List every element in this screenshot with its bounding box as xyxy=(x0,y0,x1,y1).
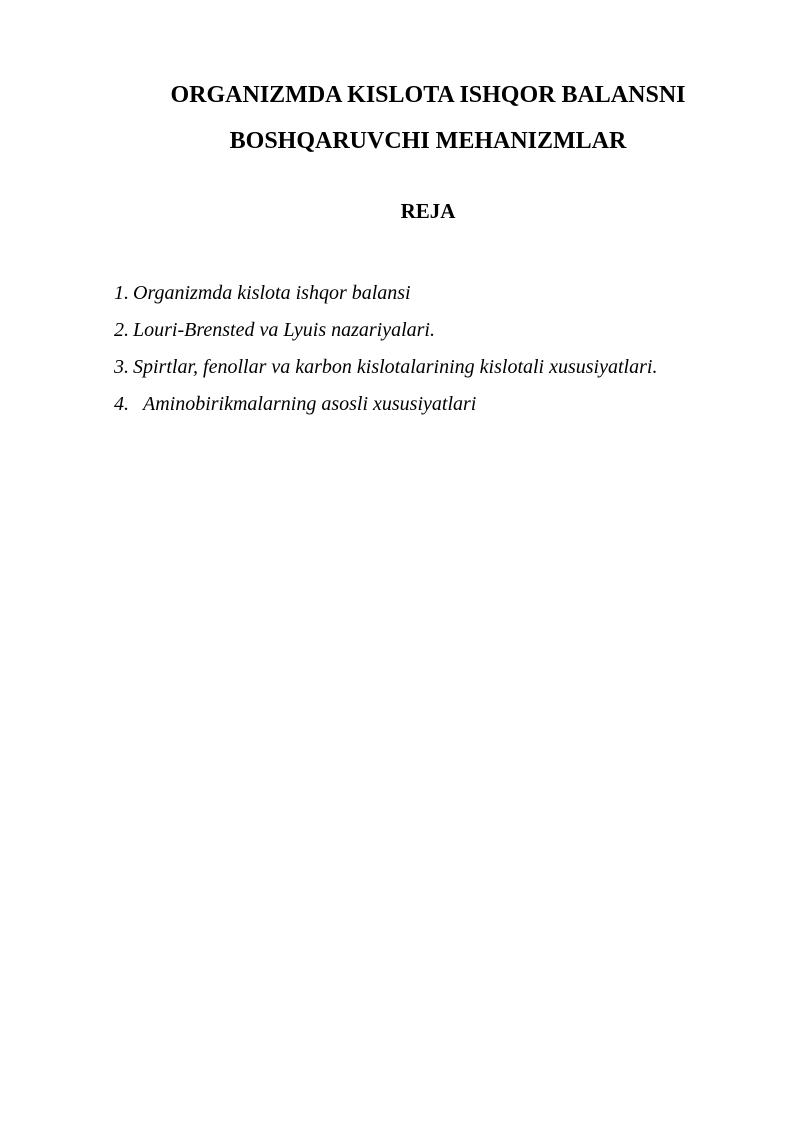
plan-item-number: 4. xyxy=(114,393,129,415)
plan-item-2 xyxy=(114,315,774,352)
document-title-line-2: BOSHQARUVCHI MEHANIZMLAR xyxy=(229,128,627,154)
plan-list xyxy=(114,278,774,426)
plan-item-number: 3. xyxy=(114,356,129,378)
plan-item-1 xyxy=(114,278,774,315)
document-title xyxy=(100,72,756,164)
plan-item-4 xyxy=(114,389,774,426)
document-title-line-1: ORGANIZMDA KISLOTA ISHQOR BALANSNI xyxy=(170,82,686,108)
plan-item-text: Organizmda kislota ishqor balansi xyxy=(133,282,411,304)
plan-item-text: Spirtlar, fenollar va karbon kislotalarining kislotali xususiyatlari. xyxy=(133,356,658,378)
plan-heading: REJA xyxy=(400,199,456,223)
plan-item-text: Aminobirikmalarning asosli xususiyatlari xyxy=(143,393,477,415)
plan-item-3 xyxy=(114,352,774,389)
plan-item-number: 2. xyxy=(114,319,129,341)
plan-item-number: 1. xyxy=(114,282,129,304)
plan-item-text: Louri-Brensted va Lyuis nazariyalari. xyxy=(133,319,435,341)
